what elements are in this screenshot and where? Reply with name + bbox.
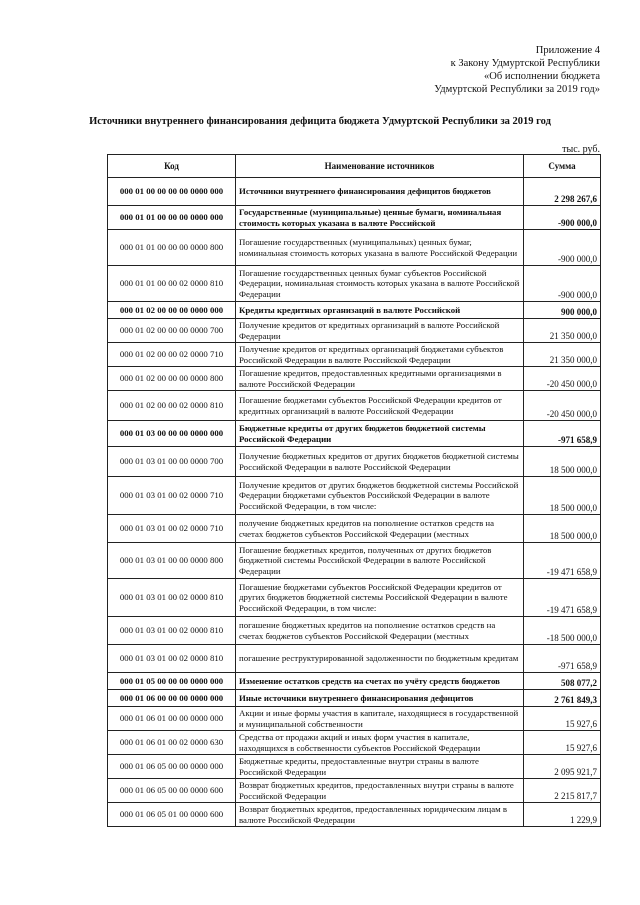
row-name: Изменение остатков средств на счетах по учёту средств бюджетов xyxy=(236,673,524,690)
table-row xyxy=(108,690,601,707)
row-code: 000 01 06 05 01 00 0000 600 xyxy=(108,803,236,827)
table-row xyxy=(108,755,601,779)
row-name: Погашение государственных (муниципальных) ценных бумаг, номинальная стоимость которых указана в валюте Российской Федерации xyxy=(236,230,524,266)
table-body xyxy=(108,178,601,827)
row-name: погашение бюджетных кредитов на пополнение остатков средств на счетах бюджетов субъектов Российской Федерации (местных xyxy=(236,617,524,645)
row-name: Возврат бюджетных кредитов, предоставленных юридическим лицам в валюте Российской Федерации xyxy=(236,803,524,827)
document-title: Источники внутреннего финансирования дефицита бюджета Удмуртской Республики за 2019 год xyxy=(89,116,551,127)
units-label: тыс. руб. xyxy=(562,144,600,155)
row-code: 000 01 01 00 00 00 0000 800 xyxy=(108,230,236,266)
row-name: Бюджетные кредиты, предоставленные внутри страны в валюте Российской Федерации xyxy=(236,755,524,779)
row-code: 000 01 00 00 00 00 0000 000 xyxy=(108,178,236,206)
row-sum: 15 927,6 xyxy=(524,731,601,755)
table-row xyxy=(108,707,601,731)
table-row xyxy=(108,230,601,266)
row-name: Иные источники внутреннего финансирования дефицитов xyxy=(236,690,524,707)
table-row xyxy=(108,343,601,367)
row-sum: 1 229,9 xyxy=(524,803,601,827)
table-row xyxy=(108,617,601,645)
row-code: 000 01 03 01 00 02 0000 810 xyxy=(108,617,236,645)
row-name: Погашение бюджетных кредитов, полученных от других бюджетов бюджетной системы Российской Федерации в валюте Российской Федерации xyxy=(236,543,524,579)
table-header-row xyxy=(108,155,601,178)
table-row xyxy=(108,206,601,230)
row-sum: 21 350 000,0 xyxy=(524,343,601,367)
row-sum: 21 350 000,0 xyxy=(524,319,601,343)
row-sum: 2 095 921,7 xyxy=(524,755,601,779)
row-sum: -20 450 000,0 xyxy=(524,391,601,421)
header-code: Код xyxy=(108,155,236,178)
table-row xyxy=(108,447,601,477)
row-sum: -19 471 658,9 xyxy=(524,579,601,617)
table-row xyxy=(108,391,601,421)
row-code: 000 01 02 00 00 02 0000 710 xyxy=(108,343,236,367)
row-code: 000 01 03 01 00 00 0000 800 xyxy=(108,543,236,579)
row-name: Погашение бюджетами субъектов Российской Федерации кредитов от кредитных организаций в валюте Российской Федерации xyxy=(236,391,524,421)
row-code: 000 01 06 01 00 00 0000 000 xyxy=(108,707,236,731)
row-name: Возврат бюджетных кредитов, предоставленных внутри страны в валюте Российской Федерации xyxy=(236,779,524,803)
row-name: Акции и иные формы участия в капитале, находящиеся в государственной и муниципальной собственности xyxy=(236,707,524,731)
table-row xyxy=(108,579,601,617)
row-name: Получение кредитов от других бюджетов бюджетной системы Российской Федерации бюджетами субъектов Российской Федерации в валюте Российской Федерации, в том числе: xyxy=(236,477,524,515)
appendix-header xyxy=(434,44,600,96)
row-sum: 18 500 000,0 xyxy=(524,515,601,543)
row-code: 000 01 02 00 00 00 0000 000 xyxy=(108,302,236,319)
row-sum: 15 927,6 xyxy=(524,707,601,731)
appendix-line: Удмуртской Республики за 2019 год» xyxy=(434,84,600,95)
row-name: Государственные (муниципальные) ценные бумаги, номинальная стоимость которых указана в валюте Российской xyxy=(236,206,524,230)
row-name: Бюджетные кредиты от других бюджетов бюджетной системы Российской Федерации xyxy=(236,421,524,447)
row-code: 000 01 03 00 00 00 0000 000 xyxy=(108,421,236,447)
row-name: Получение кредитов от кредитных организаций в валюте Российской Федерации xyxy=(236,319,524,343)
table-row xyxy=(108,803,601,827)
row-sum: -900 000,0 xyxy=(524,266,601,302)
row-sum: 2 761 849,3 xyxy=(524,690,601,707)
row-sum: 2 215 817,7 xyxy=(524,779,601,803)
row-sum: -900 000,0 xyxy=(524,230,601,266)
table-row xyxy=(108,779,601,803)
row-code: 000 01 03 01 00 02 0000 810 xyxy=(108,645,236,673)
row-code: 000 01 06 05 00 00 0000 600 xyxy=(108,779,236,803)
row-sum: 900 000,0 xyxy=(524,302,601,319)
appendix-line: Приложение 4 xyxy=(535,45,600,56)
sources-table xyxy=(107,154,601,827)
row-name: получение бюджетных кредитов на пополнение остатков средств на счетах бюджетов субъектов Российской Федерации (местных xyxy=(236,515,524,543)
row-code: 000 01 02 00 00 02 0000 810 xyxy=(108,391,236,421)
table-row xyxy=(108,543,601,579)
row-sum: -20 450 000,0 xyxy=(524,367,601,391)
table-row xyxy=(108,266,601,302)
row-code: 000 01 06 01 00 02 0000 630 xyxy=(108,731,236,755)
row-code: 000 01 06 05 00 00 0000 000 xyxy=(108,755,236,779)
table-row xyxy=(108,731,601,755)
row-name: погашение реструктурированной задолженности по бюджетным кредитам xyxy=(236,645,524,673)
row-code: 000 01 03 01 00 02 0000 710 xyxy=(108,515,236,543)
row-code: 000 01 01 00 00 02 0000 810 xyxy=(108,266,236,302)
row-sum: -971 658,9 xyxy=(524,645,601,673)
header-name: Наименование источников xyxy=(236,155,524,178)
row-code: 000 01 03 01 00 00 0000 700 xyxy=(108,447,236,477)
row-sum: 18 500 000,0 xyxy=(524,447,601,477)
row-sum: 18 500 000,0 xyxy=(524,477,601,515)
row-name: Кредиты кредитных организаций в валюте Российской xyxy=(236,302,524,319)
row-name: Источники внутреннего финансирования дефицитов бюджетов xyxy=(236,178,524,206)
row-code: 000 01 06 00 00 00 0000 000 xyxy=(108,690,236,707)
row-code: 000 01 02 00 00 00 0000 800 xyxy=(108,367,236,391)
row-name: Погашение бюджетами субъектов Российской Федерации кредитов от других бюджетов бюджетной системы Российской Федерации в валюте Российской Федерации, в том числе: xyxy=(236,579,524,617)
row-sum: -900 000,0 xyxy=(524,206,601,230)
table-row xyxy=(108,515,601,543)
row-sum: 2 298 267,6 xyxy=(524,178,601,206)
table-row xyxy=(108,421,601,447)
table-row xyxy=(108,367,601,391)
row-code: 000 01 05 00 00 00 0000 000 xyxy=(108,673,236,690)
row-name: Погашение государственных ценных бумаг субъектов Российской Федерации, номинальная стоимость которых указана в валюте Российской Федерации xyxy=(236,266,524,302)
table-row xyxy=(108,477,601,515)
row-sum: -971 658,9 xyxy=(524,421,601,447)
row-sum: -18 500 000,0 xyxy=(524,617,601,645)
row-sum: 508 077,2 xyxy=(524,673,601,690)
row-code: 000 01 01 00 00 00 0000 000 xyxy=(108,206,236,230)
row-name: Получение кредитов от кредитных организаций бюджетами субъектов Российской Федерации в валюте Российской Федерации xyxy=(236,343,524,367)
row-code: 000 01 02 00 00 00 0000 700 xyxy=(108,319,236,343)
row-code: 000 01 03 01 00 02 0000 810 xyxy=(108,579,236,617)
table-row xyxy=(108,645,601,673)
row-code: 000 01 03 01 00 02 0000 710 xyxy=(108,477,236,515)
appendix-line: к Закону Удмуртской Республики xyxy=(450,58,600,69)
header-sum: Сумма xyxy=(524,155,601,178)
appendix-line: «Об исполнении бюджета xyxy=(484,71,600,82)
table-row xyxy=(108,319,601,343)
row-name: Погашение кредитов, предоставленных кредитными организациями в валюте Российской Федерации xyxy=(236,367,524,391)
row-sum: -19 471 658,9 xyxy=(524,543,601,579)
row-name: Получение бюджетных кредитов от других бюджетов бюджетной системы Российской Федерации в валюте Российской Федерации xyxy=(236,447,524,477)
table-row xyxy=(108,178,601,206)
table-row xyxy=(108,302,601,319)
table-row xyxy=(108,673,601,690)
row-name: Средства от продажи акций и иных форм участия в капитале, находящихся в собственности субъектов Российской Федерации xyxy=(236,731,524,755)
